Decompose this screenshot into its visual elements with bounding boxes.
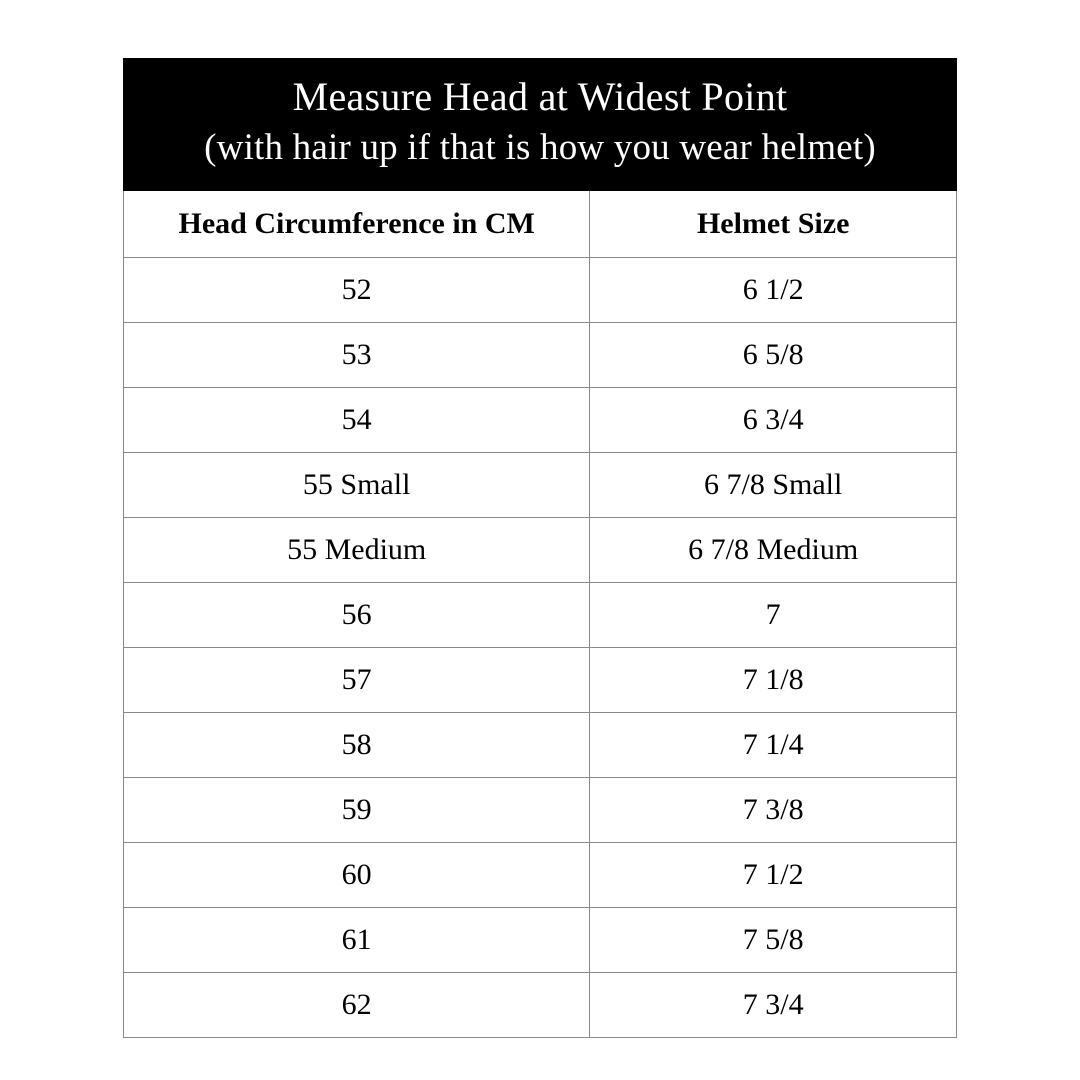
cell-helmet-size: 7 3/8 — [590, 778, 957, 843]
size-table — [123, 191, 957, 1038]
cell-helmet-size: 7 — [590, 583, 957, 648]
cell-helmet-size: 7 1/8 — [590, 648, 957, 713]
cell-circumference: 59 — [124, 778, 590, 843]
cell-circumference: 56 — [124, 583, 590, 648]
table-header-row — [124, 191, 957, 258]
cell-helmet-size: 6 3/4 — [590, 388, 957, 453]
table-row — [124, 453, 957, 518]
table-row — [124, 388, 957, 453]
table-row — [124, 518, 957, 583]
table-row — [124, 843, 957, 908]
table-row — [124, 778, 957, 843]
helmet-size-chart — [123, 58, 957, 1038]
column-header-helmet-size: Helmet Size — [590, 191, 957, 258]
cell-circumference: 57 — [124, 648, 590, 713]
column-header-circumference: Head Circumference in CM — [124, 191, 590, 258]
table-row — [124, 258, 957, 323]
cell-helmet-size: 6 7/8 Medium — [590, 518, 957, 583]
cell-helmet-size: 7 5/8 — [590, 908, 957, 973]
table-body — [124, 258, 957, 1038]
cell-circumference: 54 — [124, 388, 590, 453]
cell-helmet-size: 7 1/2 — [590, 843, 957, 908]
chart-subtitle: (with hair up if that is how you wear helmet) — [204, 127, 876, 168]
chart-title: Measure Head at Widest Point — [292, 74, 788, 119]
chart-header — [123, 58, 957, 191]
cell-circumference: 61 — [124, 908, 590, 973]
cell-circumference: 55 Small — [124, 453, 590, 518]
cell-helmet-size: 7 3/4 — [590, 973, 957, 1038]
cell-circumference: 55 Medium — [124, 518, 590, 583]
cell-helmet-size: 6 5/8 — [590, 323, 957, 388]
cell-circumference: 58 — [124, 713, 590, 778]
cell-circumference: 60 — [124, 843, 590, 908]
cell-circumference: 52 — [124, 258, 590, 323]
cell-circumference: 62 — [124, 973, 590, 1038]
table-row — [124, 713, 957, 778]
cell-helmet-size: 6 1/2 — [590, 258, 957, 323]
table-head — [124, 191, 957, 258]
table-row — [124, 973, 957, 1038]
table-row — [124, 648, 957, 713]
table-row — [124, 323, 957, 388]
cell-circumference: 53 — [124, 323, 590, 388]
cell-helmet-size: 6 7/8 Small — [590, 453, 957, 518]
table-row — [124, 583, 957, 648]
table-row — [124, 908, 957, 973]
cell-helmet-size: 7 1/4 — [590, 713, 957, 778]
